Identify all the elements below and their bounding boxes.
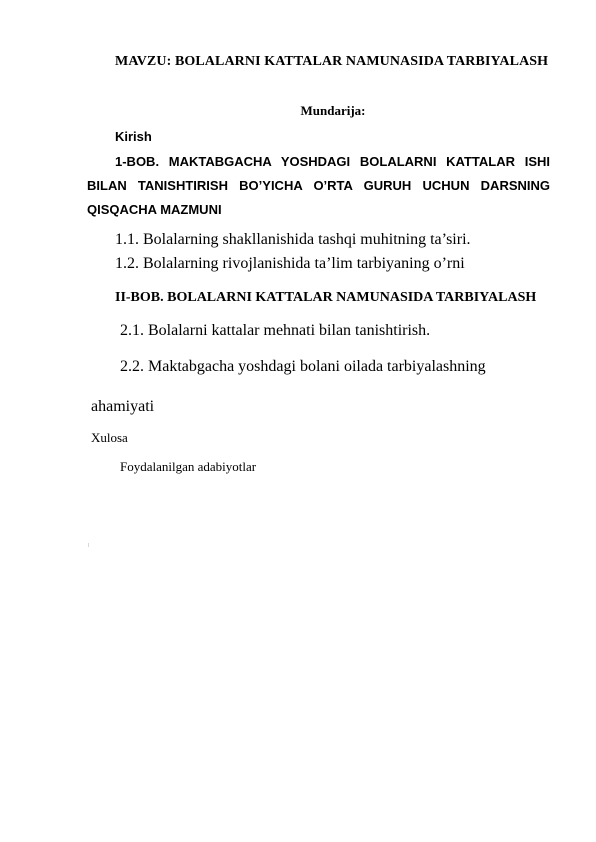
document-title: MAVZU: BOLALARNI KATTALAR NAMUNASIDA TARBIYALASH (115, 54, 549, 69)
toc-entry-chapter-1[interactable]: 1-BOB. MAKTABGACHA YOSHDAGI BOLALARNI KATTALAR ISHI BILAN TANISHTIRISH BO’YICHA O’RTA GURUH UCHUN DARSNING QISQACHA MAZMUNI (87, 154, 550, 217)
toc-entry-chapter-2[interactable]: II-BOB. BOLALARNI KATTALAR NAMUNASIDA TARBIYALASH (115, 290, 537, 305)
toc-heading-text: Mundarija: (300, 103, 366, 118)
toc-heading (0, 103, 596, 119)
toc-entry-references[interactable]: Foydalanilgan adabiyotlar (120, 459, 257, 474)
toc-entry-section-2-2[interactable]: 2.2. Maktabgacha yoshdagi bolani oilada tarbiyalashning (120, 358, 486, 375)
toc-entry-section-1-1[interactable]: 1.1. Bolalarning shakllanishida tashqi muhitning ta’siri. (115, 231, 471, 248)
toc-entry-section-2-2-continuation[interactable]: ahamiyati (91, 398, 155, 415)
toc-entry-kirish[interactable]: Kirish (115, 129, 152, 144)
toc-entry-xulosa[interactable]: Xulosa (91, 430, 128, 445)
page-artifact-mark (88, 543, 89, 547)
toc-entry-section-1-2[interactable]: 1.2. Bolalarning rivojlanishida ta’lim tarbiyaning o’rni (115, 255, 465, 272)
toc-entry-section-2-1[interactable]: 2.1. Bolalarni kattalar mehnati bilan tanishtirish. (120, 322, 431, 339)
